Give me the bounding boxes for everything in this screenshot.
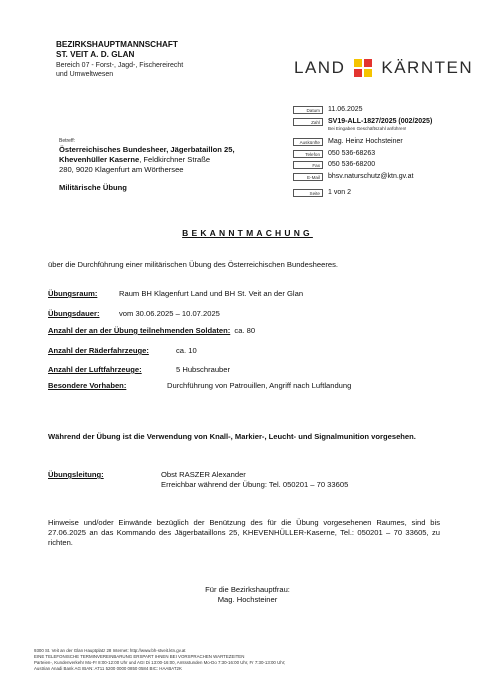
document-metadata (293, 105, 432, 200)
meta-email (293, 172, 432, 182)
land-kaernten-logo (294, 58, 473, 78)
authority-name: BEZIRKSHAUPTMANNSCHAFT (56, 40, 178, 49)
value-raederfahrzeuge: ca. 10 (176, 346, 197, 355)
intro-text: über die Durchführung einer militärischen Übung des Österreichischen Bundesheeres. (48, 260, 338, 269)
meta-label: Seite (293, 189, 323, 197)
meta-zahl (293, 117, 432, 127)
reference-hint: Bei Eingaben Geschäftszahl anführen! (328, 126, 407, 131)
meta-auskuenfte (293, 137, 432, 147)
label-luftfahrzeuge (48, 365, 142, 375)
meta-value: Mag. Heinz Hochsteiner (328, 138, 403, 145)
meta-datum (293, 105, 432, 115)
meta-value: 1 von 2 (328, 189, 351, 196)
meta-label: Fax (293, 161, 323, 169)
emblem-square (364, 69, 372, 77)
field-label: Übungsleitung: (48, 470, 104, 479)
footer-bank-details: Austrian Anadi Bank AG IBAN: AT11 5200 0000 0850 0584 BIC: HAABAT2K (34, 666, 182, 671)
field-label: Anzahl der Luftfahrzeuge: (48, 365, 142, 374)
field-label: Anzahl der Räderfahrzeuge: (48, 346, 149, 355)
value-luftfahrzeuge: 5 Hubschrauber (176, 365, 231, 374)
betreff-label: Betreff: (59, 138, 76, 144)
issuing-authority (56, 40, 256, 79)
footer-office-hours: Parteien-, Kundenverkehr Mo-Fr 8:00-12:00 Uhr und AGI Di 13:00-16:00, Amtsstunden Mo-Do 7:30-16:00 Uhr, Fr 7:30-13:00 Uhr; (34, 660, 286, 665)
field-label: Anzahl der an der Übung teilnehmenden Soldaten: (48, 326, 231, 335)
page-footer (34, 648, 464, 672)
meta-label: E-Mail (293, 173, 323, 181)
label-vorhaben (48, 381, 126, 391)
addressee-line2 (59, 155, 289, 165)
leader-name: Obst RASZER Alexander (161, 470, 246, 479)
department-line2: und Umweltwesen (56, 71, 114, 78)
emblem-square (354, 69, 362, 77)
meta-label: Zahl (293, 118, 323, 126)
addressee-street: , Feldkirchner Straße (139, 155, 211, 164)
footer-address: 9300 St. Veit an der Glan Hauptplatz 28 Internet: http://www.bh-stveit.ktn.gv.at (34, 648, 186, 653)
logo-word-land: LAND (294, 58, 346, 77)
label-uebungsdauer (48, 309, 99, 319)
soldiers-row (48, 326, 255, 336)
meta-value: 050 536-68263 (328, 149, 376, 157)
subject-block (59, 138, 289, 192)
signoff-line2: Mag. Hochsteiner (217, 595, 278, 604)
emblem-square (364, 59, 372, 67)
department-line1: Bereich 07 - Forst-, Jagd-, Fischereirecht (56, 62, 184, 69)
coat-of-arms-icon (354, 59, 372, 77)
authority-location: ST. VEIT A. D. GLAN (56, 50, 135, 59)
meta-value: 050 536-68200 (328, 161, 376, 168)
value-uebungsraum: Raum BH Klagenfurt Land und BH St. Veit an der Glan (119, 289, 304, 298)
signoff-line1: Für die Bezirkshauptfrau: (205, 585, 290, 594)
value-uebungsdauer: vom 30.06.2025 – 10.07.2025 (119, 309, 220, 318)
meta-seite (293, 188, 432, 198)
subject-title: Militärische Übung (59, 183, 127, 192)
objection-notice: Hinweise und/oder Einwände bezüglich der Benützung des für die Übung vorgesehenen Raumes, sind bis 27.06.2025 an das Kommando des Jägerbataillons 25, KHEVENHÜLLER-Kaserne, Tel.: 050201 – 70 33605, zu richten. (48, 518, 440, 547)
meta-label: Datum (293, 106, 323, 114)
field-label: Übungsdauer: (48, 309, 100, 318)
logo-word-kaernten: KÄRNTEN (381, 58, 474, 77)
footer-appointment-note: EINE TELEFONISCHE TERMINVEREINBARUNG ERSPART IHNEN BEI VORSPRACHEN WARTEZEITEN (34, 654, 245, 659)
addressee-line1: Österreichisches Bundesheer, Jägerbataillon 25, (59, 145, 235, 154)
meta-label: Auskünfte (293, 138, 323, 146)
signal-ammunition-notice: Während der Übung ist die Verwendung von Knall-, Markier-, Leucht- und Signalmunition vorgesehen. (48, 432, 416, 441)
kaserne-name: Khevenhüller Kaserne (59, 155, 140, 164)
field-value: ca. 80 (234, 326, 256, 335)
label-uebungsleitung (48, 470, 104, 480)
addressee-line3: 280, 9020 Klagenfurt am Wörthersee (59, 165, 184, 174)
label-raederfahrzeuge (48, 346, 149, 356)
field-label: Übungsraum: (48, 289, 98, 298)
document-title: BEKANNTMACHUNG (182, 228, 313, 238)
meta-value: SV19-ALL-1827/2025 (002/2025) (328, 117, 433, 125)
meta-telefon (293, 149, 432, 159)
meta-value[interactable]: bhsv.naturschutz@ktn.gv.at (328, 172, 414, 180)
meta-value: 11.06.2025 (328, 106, 363, 113)
emblem-square (354, 59, 362, 67)
label-uebungsraum (48, 289, 97, 299)
leader-contact: Erreichbar während der Übung: Tel. 050201 – 70 33605 (161, 480, 349, 489)
value-vorhaben: Durchführung von Patrouillen, Angriff nach Luftlandung (167, 381, 352, 390)
meta-label: Telefon (293, 150, 323, 158)
field-label: Besondere Vorhaben: (48, 381, 127, 390)
meta-fax (293, 160, 432, 170)
